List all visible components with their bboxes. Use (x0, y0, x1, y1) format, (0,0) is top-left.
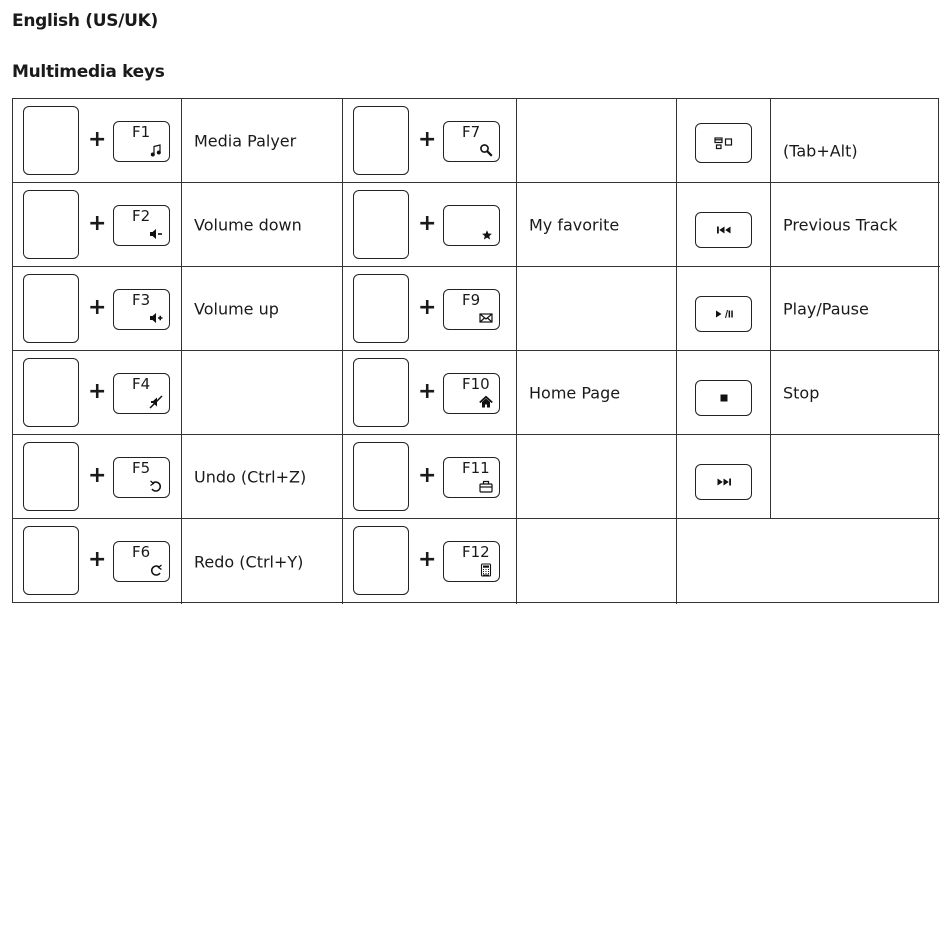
function-key (113, 541, 170, 582)
description-cell (517, 267, 677, 351)
description-cell (517, 183, 677, 267)
key-combination-cell (13, 99, 182, 183)
media-key-cell (677, 267, 771, 351)
description-cell (771, 351, 940, 435)
function-key (113, 205, 170, 246)
fn-key (23, 106, 79, 175)
key-description: Undo (Ctrl+Z) (194, 467, 307, 486)
briefcase-icon (479, 479, 493, 493)
media-key-cell (677, 351, 771, 435)
function-key-label: F2 (132, 207, 151, 225)
next-track-icon (716, 477, 732, 487)
fn-key (23, 358, 79, 427)
key-combination-cell (343, 267, 517, 351)
plus-sign: + (88, 547, 107, 572)
function-key (443, 541, 500, 582)
key-description: Media Palyer (194, 131, 297, 150)
key-combination-cell (13, 183, 182, 267)
key-description: Home Page (529, 383, 621, 402)
plus-sign: + (88, 295, 107, 320)
play-pause-icon (714, 309, 734, 319)
function-key (113, 289, 170, 330)
description-cell (182, 99, 343, 183)
plus-sign: + (418, 547, 437, 572)
function-key-label: F11 (462, 459, 490, 477)
description-cell (517, 351, 677, 435)
key-combination-cell (13, 267, 182, 351)
key-description: Volume up (194, 299, 279, 318)
media-key-cell (677, 99, 771, 183)
function-key (113, 121, 170, 162)
function-key (113, 457, 170, 498)
empty-cell (677, 519, 940, 604)
fn-key (23, 274, 79, 343)
undo-icon (149, 479, 163, 493)
function-key-label: F7 (462, 123, 481, 141)
redo-icon (149, 563, 163, 577)
function-key (443, 373, 500, 414)
key-description: My favorite (529, 215, 620, 234)
description-cell (517, 435, 677, 519)
description-cell (182, 435, 343, 519)
volume-up-icon (149, 311, 163, 325)
key-description: Play/Pause (783, 299, 869, 318)
star-icon (481, 229, 493, 241)
key-description: Volume down (194, 215, 302, 234)
fn-key (353, 274, 409, 343)
description-cell (182, 351, 343, 435)
media-key (695, 212, 752, 248)
description-cell (517, 519, 677, 604)
function-key (443, 289, 500, 330)
key-combination-cell (343, 351, 517, 435)
music-note-icon (149, 143, 163, 157)
media-key (695, 123, 752, 163)
function-key-label: F4 (132, 375, 151, 393)
key-combination-cell (343, 519, 517, 604)
stop-icon (719, 393, 729, 403)
page-title: English (US/UK) (12, 11, 158, 31)
plus-sign: + (418, 127, 437, 152)
plus-sign: + (88, 211, 107, 236)
key-description: Redo (Ctrl+Y) (194, 552, 304, 571)
description-cell (771, 99, 940, 183)
description-cell (517, 99, 677, 183)
key-description: Stop (783, 383, 820, 402)
function-key-label: F12 (462, 543, 490, 561)
function-key-label: F10 (462, 375, 490, 393)
key-combination-cell (13, 351, 182, 435)
plus-sign: + (88, 127, 107, 152)
fn-key (353, 442, 409, 511)
multimedia-keys-table (12, 98, 939, 603)
key-combination-cell (13, 435, 182, 519)
fn-key (353, 358, 409, 427)
key-combination-cell (343, 99, 517, 183)
function-key (443, 457, 500, 498)
function-key-label: F9 (462, 291, 481, 309)
function-key (443, 121, 500, 162)
media-key (695, 464, 752, 500)
function-key-label: F6 (132, 543, 151, 561)
description-cell (182, 267, 343, 351)
key-combination-cell (343, 435, 517, 519)
function-key (443, 205, 500, 246)
function-key-label: F1 (132, 123, 151, 141)
home-icon (479, 395, 493, 409)
plus-sign: + (418, 295, 437, 320)
media-key-cell (677, 183, 771, 267)
media-key-cell (677, 435, 771, 519)
function-key (113, 373, 170, 414)
media-key (695, 380, 752, 416)
media-key (695, 296, 752, 332)
calculator-icon (479, 563, 493, 577)
function-key-label: F3 (132, 291, 151, 309)
previous-track-icon (716, 225, 732, 235)
fn-key (353, 106, 409, 175)
plus-sign: + (88, 463, 107, 488)
key-combination-cell (343, 183, 517, 267)
fn-key (23, 526, 79, 595)
fn-key (353, 526, 409, 595)
plus-sign: + (418, 211, 437, 236)
fn-key (353, 190, 409, 259)
volume-down-icon (149, 227, 163, 241)
description-cell (182, 183, 343, 267)
mail-icon (479, 311, 493, 325)
window-switch-icon (713, 136, 735, 150)
fn-key (23, 190, 79, 259)
key-description: (Tab+Alt) (783, 141, 858, 161)
plus-sign: + (88, 379, 107, 404)
key-description: Previous Track (783, 215, 898, 234)
mute-icon (149, 395, 163, 409)
description-cell (182, 519, 343, 604)
description-cell (771, 435, 940, 519)
function-key-label: F5 (132, 459, 151, 477)
plus-sign: + (418, 463, 437, 488)
key-combination-cell (13, 519, 182, 604)
plus-sign: + (418, 379, 437, 404)
fn-key (23, 442, 79, 511)
search-icon (479, 143, 493, 157)
description-cell (771, 267, 940, 351)
section-title: Multimedia keys (12, 62, 165, 82)
description-cell (771, 183, 940, 267)
